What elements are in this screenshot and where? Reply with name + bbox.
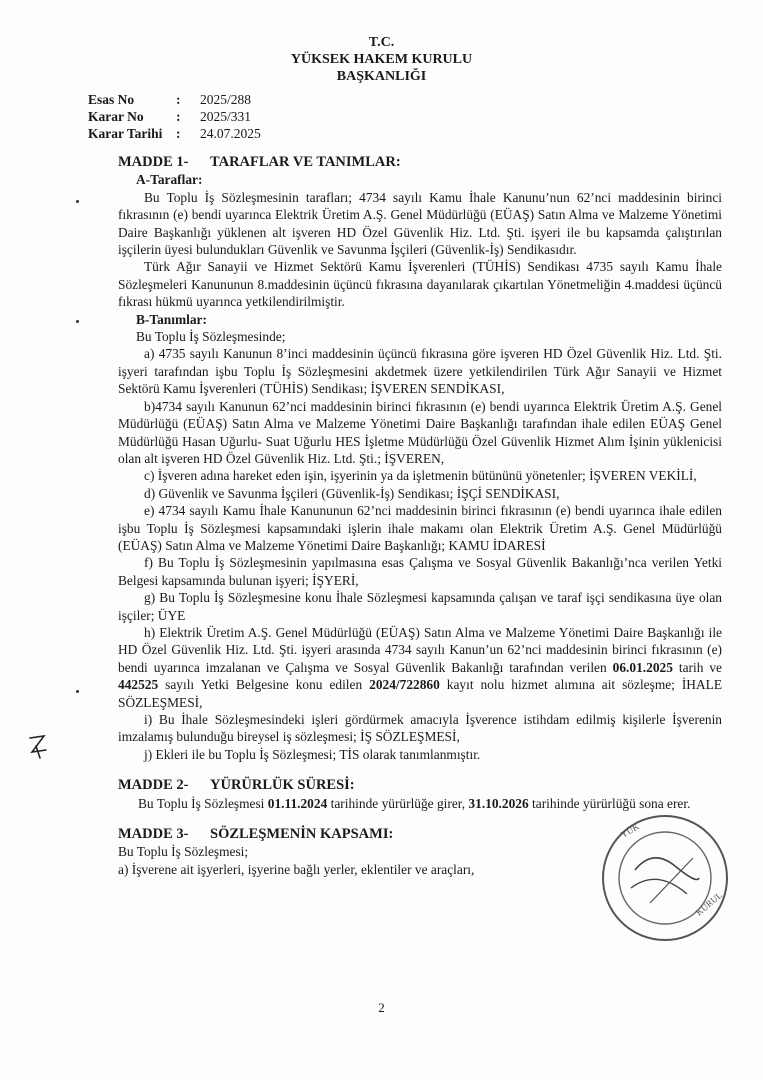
tanim-f: f) Bu Toplu İş Sözleşmesinin yapılmasına esas Çalışma ve Sosyal Güvenlik Bakanlığı’nca verilen Yetki Belgesi kapsamında bulunan işyeri; İŞYERİ, [118,555,722,588]
karar-colon: : [176,109,181,124]
esas-colon: : [176,92,181,107]
madde2-text-3: tarihinde yürürlüğü sona erer. [528,795,691,811]
tanim-h-text-3: sayılı Yetki Belgesine konu edilen [158,677,370,693]
scan-speck [76,320,79,323]
tarih-value: 24.07.2025 [200,126,261,141]
document-body [118,154,722,878]
tanim-h-text-2: tarih ve [672,659,723,675]
yetki-belgesi-date: 06.01.2025 [612,659,673,675]
madde2-text-1: Bu Toplu İş Sözleşmesi [138,795,268,811]
case-metadata [88,91,261,142]
karar-label: Karar No [88,109,144,124]
tanim-i: i) Bu İhale Sözleşmesindeki işleri gördürmek amacıyla İşverence istihdam edilmiş kişilerle İşverenin imzalamış bulunduğu bireysel iş sözleşmesi; İŞ SÖZLEŞMESİ, [118,712,722,745]
madde2-number: MADDE 2- [118,777,189,794]
svg-text:YÜK: YÜK [619,821,641,840]
karar-row [88,108,261,125]
madde1-number: MADDE 1- [118,154,189,170]
tanim-g: g) Bu Toplu İş Sözleşmesine konu İhale Sözleşmesi kapsamında çalışan ve taraf işçi sendikasına üye olan işçiler; ÜYE [118,590,722,623]
official-seal-stamp [595,808,735,948]
document-header [0,34,763,85]
taraflar-subheading: A-Taraflar: [136,172,203,188]
page-number: 2 [378,1000,385,1015]
header-line-office: BAŞKANLIĞI [336,69,427,84]
madde2-title: YÜRÜRLÜK SÜRESİ: [210,777,355,794]
yetki-belgesi-number: 442525 [118,677,159,693]
madde3-paragraph-1: Bu Toplu İş Sözleşmesi; [118,844,249,860]
svg-text:KURUL: KURUL [693,889,725,918]
tanim-h-text-4: kayıt nolu hizmet alımına ait sözleşme; İHALE SÖZLEŞMESİ, [118,677,723,710]
tanim-h [118,624,722,711]
madde3-title: SÖZLEŞMENİN KAPSAMI: [210,826,394,843]
madde1-title: TARAFLAR VE TANIMLAR: [210,154,401,170]
tarih-colon: : [176,126,181,141]
tanim-d: d) Güvenlik ve Savunma İşçileri (Güvenlik-İş) Sendikası; İŞÇİ SENDİKASI, [144,485,560,501]
madde1-heading [118,154,722,171]
tanim-j: j) Ekleri ile bu Toplu İş Sözleşmesi; TİS olarak tanımlanmıştır. [144,746,481,762]
taraflar-paragraph-2: Türk Ağır Sanayii ve Hizmet Sektörü Kamu İşverenleri (TÜHİS) Sendikası 4735 sayılı Kamu İhale Sözleşmeleri Kanununun 8.maddesinin üçüncü fıkrasına dayanılarak çıkartılan Yönetmeliğin 4.maddesi üçüncü fıkrası hükmü uyarınca yetkilendirilmiştir. [118,259,722,310]
tanim-h-text-1: h) Elektrik Üretim A.Ş. Genel Müdürlüğü (EÜAŞ) Satın Alma ve Malzeme Yönetimi Daire Başkanlığı ile HD Özel Güvenlik Hiz. Ltd. Şti. işyeri arasında 4734 sayılı Kanun’un 62’nci maddesinin birinci fıkrasının (e) bendi uyarınca imzalanan ve Çalışma ve Sosyal Güvenlik Bakanlığı tarafından verilen [118,624,722,675]
header-line-institution: YÜKSEK HAKEM KURULU [290,52,473,67]
tanimlar-subheading: B-Tanımlar: [136,311,207,327]
taraflar-paragraph-1: Bu Toplu İş Sözleşmesinin tarafları; 4734 sayılı Kamu İhale Kanunu’nun 62’nci maddesinin birinci fıkrasının (e) bendi uyarınca Elektrik Üretim A.Ş. Genel Müdürlüğü (EÜAŞ) Satın Alma ve Malzeme Yönetimi Daire Başkanlığı yüklenen alt işveren HD Özel Güvenlik Hiz. Ltd. Şti. işyeri ile bu kapsamda çalıştırılan işçilerin üyesi bulundukları Güvenlik ve Savunma İşçileri (Güvenlik-İş) Sendikasıdır. [118,189,722,258]
end-date: 31.10.2026 [468,795,529,811]
header-line-tc: T.C. [368,35,395,50]
tanim-e: e) 4734 sayılı Kamu İhale Kanununun 62’nci maddesinin birinci fıkrasının (e) bendi uyarınca ihale edilen işbu Toplu İş Sözleşmesi kapsamındaki işlerin ihale makamı olan Elektrik Üretim A.Ş. Genel Müdürlüğü (EÜAŞ) Satın Alma ve Malzeme Yönetimi Daire Başkanlığı; KAMU İDARESİ [118,503,722,553]
tanimlar-intro: Bu Toplu İş Sözleşmesinde; [136,329,286,345]
section-gap [118,763,722,777]
scan-speck [76,200,79,203]
tanim-a: a) 4735 sayılı Kanunun 8’inci maddesinin üçüncü fıkrasına göre işveren HD Özel Güvenlik Hiz. Ltd. Şti. işyeri tarafından işbu Toplu İş Sözleşmesini akdetmek üzere yetkilendirilen Türk Ağır Sanayii ve Hizmet Sektörü Kamu İşverenleri (TÜHİS) Sendikası; İŞVEREN SENDİKASI, [118,346,722,397]
madde3-number: MADDE 3- [118,826,189,843]
tanim-b: b)4734 sayılı Kanunun 62’nci maddesinin birinci fıkrasının (e) bendi uyarınca Elektrik Üretim A.Ş. Genel Müdürlüğü (EÜAŞ) Satın Alma ve Malzeme Yönetimi Daire Başkanlığı tarafından ihale edilen EÜAŞ Genel Müdürlüğü Hasan Uğurlu- Suat Uğurlu HES İşletme Müdürlüğü Özel Güvenlik Hizmet Alım İşinin yüklenicisi olan alt işveren HD Özel Güvenlik Hiz. Ltd. Şti.; İŞVEREN, [118,398,722,466]
start-date: 01.11.2024 [267,795,328,811]
madde2-text-2: tarihinde yürürlüğe girer, [327,795,469,811]
esas-value: 2025/288 [200,92,252,107]
tarih-row [88,125,261,142]
scan-speck [76,690,79,693]
esas-label: Esas No [88,92,135,107]
madde2-heading [118,777,722,794]
tanim-c: c) İşveren adına hareket eden işin, işyerinin ya da işletmenin bütününü yönetenler; İŞVEREN VEKİLİ, [144,468,697,484]
paraph-signature [24,730,54,762]
madde3-paragraph-2: a) İşverene ait işyerleri, işyerine bağlı yerler, eklentiler ve araçları, [118,861,475,877]
tarih-label: Karar Tarihi [88,126,163,141]
karar-value: 2025/331 [200,109,252,124]
kayit-number: 2024/722860 [369,677,440,693]
esas-row [88,91,261,108]
